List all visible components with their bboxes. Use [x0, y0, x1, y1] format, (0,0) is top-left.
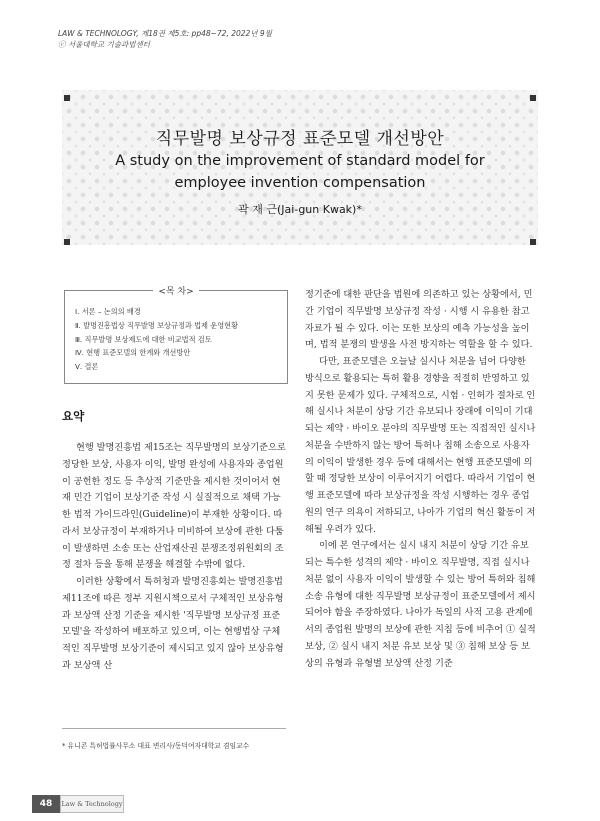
page-footer — [32, 795, 122, 813]
page-number: 48 — [32, 795, 60, 813]
corner-square-bottom-left — [64, 239, 70, 245]
toc-heading: <목 차> — [65, 284, 287, 297]
author-name: 곽 재 근(Jai-gun Kwak)* — [238, 203, 362, 216]
abstract-paragraph: 이러한 상황에서 특허청과 발명진흥회는 발명진흥법 제11조에 따른 정부 지원시책으로서 구체적인 보상유형과 보상액 산정 기준을 제시한 '직무발명 보상규정 표준모델'을 작성하여 배포하고 있으며, 이는 현행법상 구체적인 직무발명 보상기준이 제시되고 있지 않아 보상유형과 보상액 산 — [62, 576, 284, 671]
table-of-contents — [64, 287, 288, 384]
abstract-paragraph: 이에 본 연구에서는 실시 내지 처분이 상당 기간 유보되는 특수한 성격의 제약 · 바이오 직무발명, 직접 실시나 처분 없이 사용자 이익이 발생할 수 있는 방어 특허와 침해 소송 유형에 대한 직무발명 보상규정이 표준모델에서 제시되어야 함을 주장하였다. 나아가 독일의 사적 고용 관계에서의 종업원 발명의 보상에 관한 지침 등에 비추어 ① 실적 보상, ② 실시 내지 처분 유보 보상 및 ③ 침해 보상 등 보상의 유형과 유형별 보상액 산정 기준 — [305, 540, 536, 669]
toc-list — [75, 305, 238, 374]
toc-item: Ⅲ. 직무발명 보상제도에 대한 비교법적 검토 — [75, 334, 212, 344]
footnote-divider — [62, 728, 286, 729]
author-footnote: * 유니콘 특허법률사무소 대표 변리사/동덕여자대학교 겸임교수 — [62, 742, 250, 750]
corner-square-top-right — [530, 95, 536, 101]
abstract-left-column — [62, 440, 286, 675]
corner-square-top-left — [64, 95, 70, 101]
abstract-heading: 요약 — [62, 409, 85, 423]
abstract-paragraph: 다만, 표준모델은 오늘날 실시나 처분을 넘어 다양한 방식으로 활용되는 특허 활용 경향을 적절히 반영하고 있지 못한 문제가 있다. 구체적으로, 시험 · 인허가 절차로 인해 실시나 처분이 상당 기간 유보되나 장래에 이익이 기대되는 제약 · 바이오 분야의 직무발명 또는 직접적인 실시나 처분을 수반하지 않는 방어 특허나 침해 소송으로 사용자의 이익이 발생한 경우 등에 대해서는 현행 표준모델에 의할 때 정당한 보상이 이루어지기 어렵다. 따라서 기업이 현행 표준모델에 따라 보상규정을 작성 시행하는 경우 종업원의 연구 의욕이 저하되고, 나아가 기업의 혁신 활동이 저해될 우려가 있다. — [305, 356, 536, 535]
toc-item: Ⅰ. 서론 – 논의의 배경 — [75, 307, 141, 316]
toc-item: Ⅱ. 발명진흥법상 직무발명 보상규정과 법제 운영현황 — [75, 320, 239, 330]
corner-square-bottom-right — [530, 239, 536, 245]
abstract-paragraph: 현행 발명진흥법 제15조는 직무발명의 보상기준으로 정당한 보상, 사용자 이익, 발명 완성에 사용자와 종업원이 공헌한 정도 등 추상적 기준만을 제시한 것이어서 현재 민간 기업이 보상기준 작성 시 실질적으로 채택 가능한 법적 가이드라인(Guideline)이 부재한 상황이다. 따라서 보상규정이 부재하거나 미비하여 보상에 관한 다툼이 발생하면 소송 또는 산업재산권 분쟁조정위원회의 조정 절차 등을 통해 분쟁을 해결할 수밖에 없다. — [62, 442, 286, 571]
title-english-line-2: employee invention compensation — [174, 175, 426, 191]
paper-title-korean: 직무발명 보상규정 표준모델 개선방안 — [155, 129, 445, 149]
copyright-notice: ⓒ 서울대학교 기술과법센터 — [58, 40, 150, 49]
journal-footer-label: Law & Technology — [60, 795, 124, 813]
abstract-right-column — [305, 287, 537, 672]
paper-title-english — [62, 150, 538, 194]
journal-info — [58, 28, 272, 50]
toc-item: Ⅴ. 결론 — [75, 362, 99, 372]
journal-citation: LAW & TECHNOLOGY, 제18권 제5호: pp48~72, 2022년 9월 — [58, 29, 272, 38]
title-english-line-1: A study on the improvement of standard model for — [115, 153, 485, 169]
toc-item: Ⅳ. 현행 표준모델의 한계와 개선방안 — [75, 348, 191, 358]
abstract-paragraph: 정기준에 대한 판단을 법원에 의존하고 있는 상황에서, 민간 기업이 직무발명 보상규정 작성 · 시행 시 유용한 참고자료가 될 수 있다. 이는 또한 보상의 예측 가능성을 높이며, 법적 분쟁의 발생을 사전 방지하는 역할을 할 수 있다. — [305, 289, 533, 351]
